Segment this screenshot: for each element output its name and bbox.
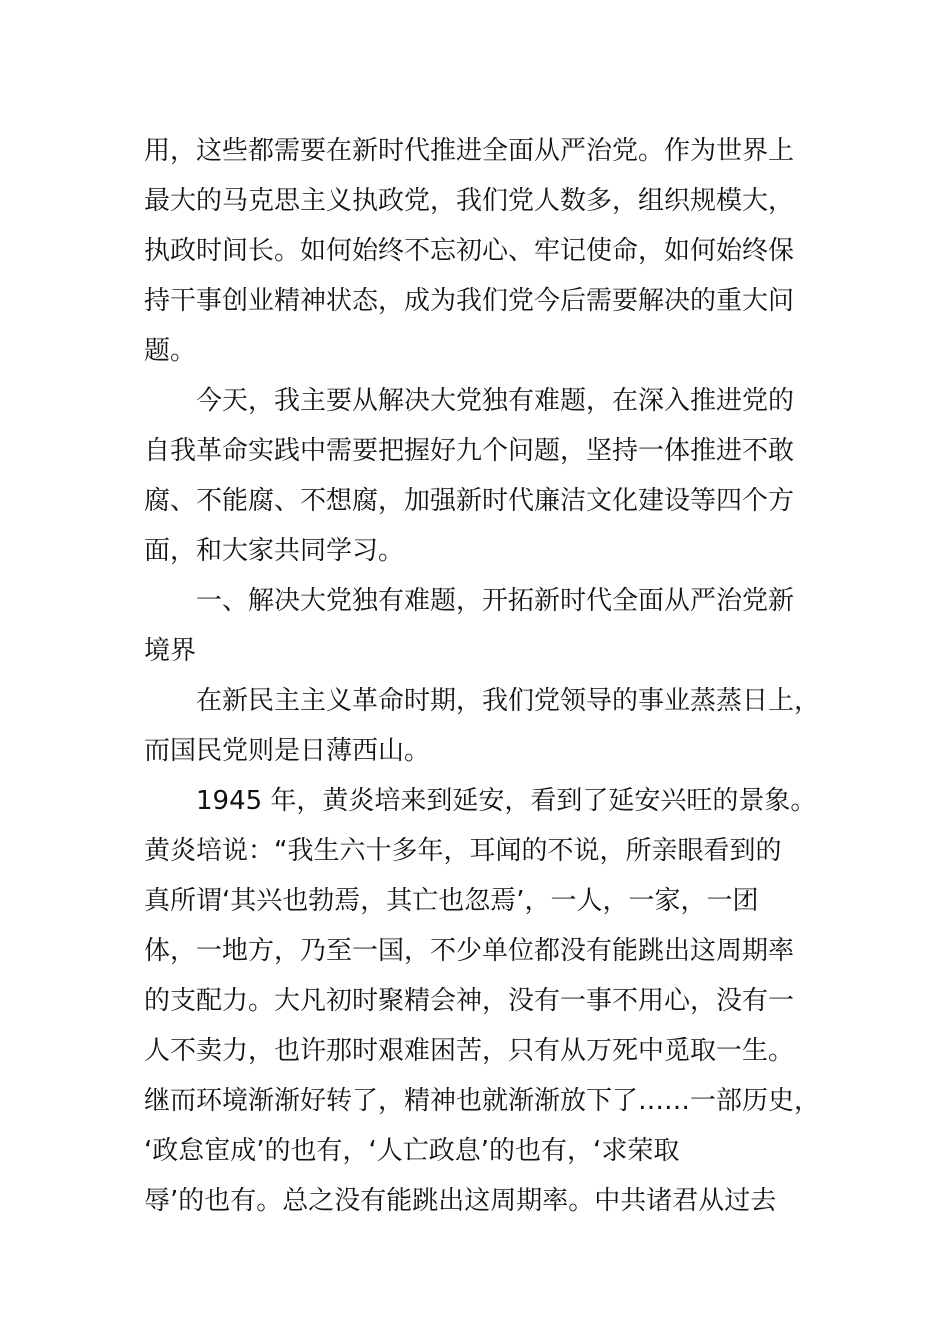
text-line: 体，一地方，乃至一国，不少单位都没有能跳出这周期率: [144, 936, 795, 966]
section-heading-line: 境界: [144, 636, 197, 666]
text-line: 持干事创业精神状态，成为我们党今后需要解决的重大问: [144, 286, 795, 316]
text-line: 执政时间长。如何始终不忘初心、牢记使命，如何始终保: [144, 236, 795, 266]
paragraph-start-line: 1945 年，黄炎培来到延安，看到了延安兴旺的景象。: [196, 786, 817, 816]
text-line: 最大的马克思主义执政党，我们党人数多，组织规模大，: [144, 186, 795, 216]
text-line: 真所谓‘其兴也勃焉，其亡也忽焉’，一人，一家，一团: [144, 886, 759, 916]
text-line: 用，这些都需要在新时代推进全面从严治党。作为世界上: [144, 136, 795, 166]
text-line: 腐、不能腐、不想腐，加强新时代廉洁文化建设等四个方: [144, 486, 795, 516]
body-text: [144, 126, 834, 1226]
text-line: ‘政怠宦成’的也有，‘人亡政息’的也有，‘求荣取: [144, 1136, 680, 1166]
paragraph-start-line: 今天，我主要从解决大党独有难题，在深入推进党的: [196, 386, 795, 416]
text-line: 题。: [144, 336, 197, 366]
paragraph-start-line: 在新民主主义革命时期，我们党领导的事业蒸蒸日上，: [196, 686, 821, 716]
section-heading-line: 一、解决大党独有难题，开拓新时代全面从严治党新: [196, 586, 795, 616]
text-line: 自我革命实践中需要把握好九个问题，坚持一体推进不敢: [144, 436, 795, 466]
text-line: 面，和大家共同学习。: [144, 536, 405, 566]
text-line: 的支配力。大凡初时聚精会神，没有一事不用心，没有一: [144, 986, 795, 1016]
text-line: 继而环境渐渐好转了，精神也就渐渐放下了……一部历史，: [144, 1086, 821, 1116]
text-line: 而国民党则是日薄西山。: [144, 736, 431, 766]
text-line: 人不卖力，也许那时艰难困苦，只有从万死中觅取一生。: [144, 1036, 795, 1066]
text-line: 黄炎培说：“我生六十多年，耳闻的不说，所亲眼看到的: [144, 836, 782, 866]
text-line: 辱’的也有。总之没有能跳出这周期率。中共诸君从过去: [144, 1186, 777, 1216]
